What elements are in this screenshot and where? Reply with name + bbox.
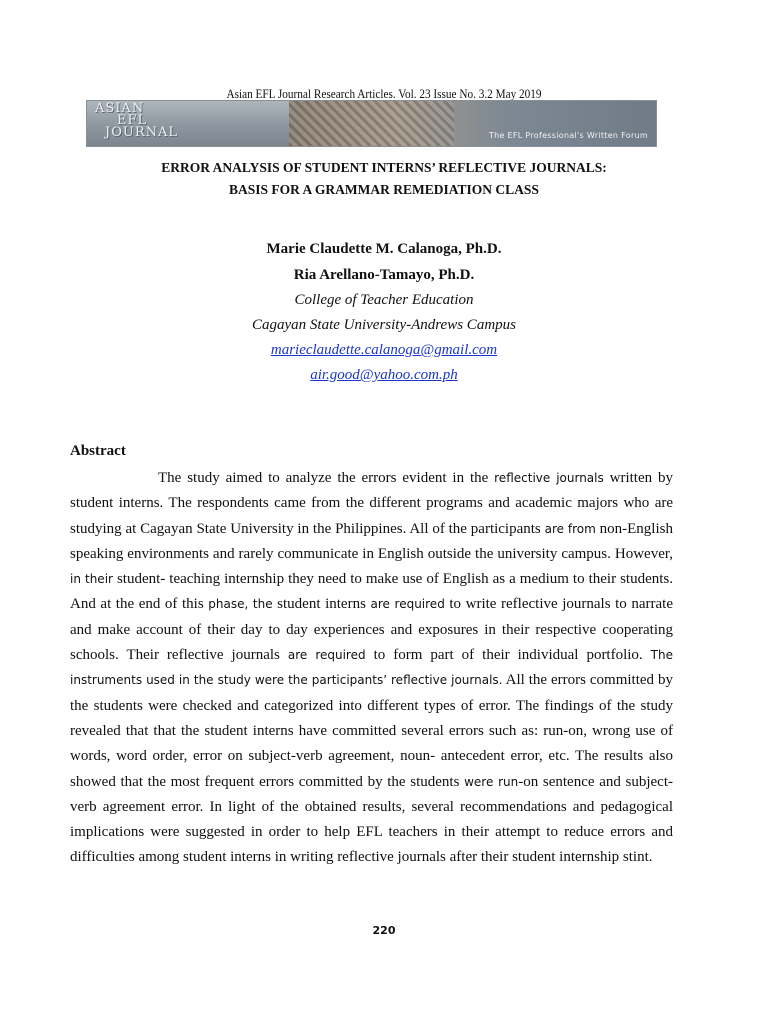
banner-map-image <box>289 101 454 146</box>
author-1: Marie Claudette M. Calanoga, Ph.D. <box>266 241 502 257</box>
paper-title-line-2: BASIS FOR A GRAMMAR REMEDIATION CLASS <box>229 182 539 197</box>
abstract-heading: Abstract <box>70 443 126 459</box>
abstract-text: The instruments used in the study were the participants’ reflective journals. <box>70 648 673 688</box>
email-2-row <box>0 367 768 384</box>
paper-title-line-1: ERROR ANALYSIS OF STUDENT INTERNS’ REFLECTIVE JOURNALS: <box>161 160 607 175</box>
affiliation: College of Teacher Education <box>294 292 474 308</box>
journal-header-line: Asian EFL Journal Research Articles. Vol. 23 Issue No. 3.2 May 2019 <box>226 87 542 101</box>
abstract-text: The study aimed to analyze the errors evident in the <box>158 470 495 486</box>
page-number: 220 <box>372 924 396 937</box>
email-1-row <box>0 342 768 359</box>
abstract-text: student interns <box>272 596 371 613</box>
journal-banner <box>86 100 657 147</box>
abstract-text: All the errors committed by the students were checked and categorized into different types of error. The findings of the study revealed that that the student interns have committed several errors such as: run-on, wrong use of words, word order, error on subject-verb agreement, noun- antecedent error, etc. The results also showed that the most frequent errors committed by the students <box>70 672 673 790</box>
logo-line-3: JOURNAL <box>105 125 179 140</box>
banner-logo-panel <box>87 101 289 146</box>
email-link-1[interactable]: marieclaudette.calanoga@gmail.com <box>270 342 498 358</box>
abstract-text: to form part of their individual portfolio. <box>365 647 651 664</box>
abstract-text: to write reflective journals to narrate and make account of their day to day experiences and exposures in their respective cooperating schools. Their reflective journals <box>70 596 673 664</box>
abstract-text: are required <box>287 648 366 663</box>
institution: Cagayan State University-Andrews Campus <box>251 317 516 333</box>
email-link-2[interactable]: air.good@yahoo.com.ph <box>310 367 458 383</box>
banner-tagline: The EFL Professional's Written Forum <box>488 131 648 140</box>
abstract-text: in their <box>70 572 113 587</box>
abstract-text: student- teaching internship they need to make use of English as a medium to their students. And at the end of this <box>70 571 673 613</box>
abstract-text: are from <box>544 521 596 536</box>
abstract-body <box>70 466 673 871</box>
abstract-text: non-English speaking environments and rarely communicate in English outside the university campus. However, <box>70 520 673 562</box>
journal-logo <box>95 103 178 139</box>
logo-line-1: ASIAN <box>95 101 145 116</box>
abstract-text: were run <box>464 774 519 789</box>
logo-line-2: EFL <box>117 113 148 128</box>
abstract-text: reflective journals <box>494 471 604 485</box>
author-2: Ria Arellano-Tamayo, Ph.D. <box>293 267 475 283</box>
abstract-text: -on sentence and subject-verb agreement error. In light of the obtained results, several recommendations and pedagogical implications were suggested in order to help EFL teachers in their attempt to reduce errors and difficulties among student interns in writing reflective journals after their student internship stint. <box>70 773 674 866</box>
banner-image-panel <box>289 101 656 146</box>
abstract-text: are required <box>370 597 445 612</box>
abstract-text: written by student interns. The respondents came from the different programs and academic majors who are studying at Cagayan State University in the Philippines. All of the participants <box>70 470 673 537</box>
abstract-text: phase, the <box>208 597 273 612</box>
